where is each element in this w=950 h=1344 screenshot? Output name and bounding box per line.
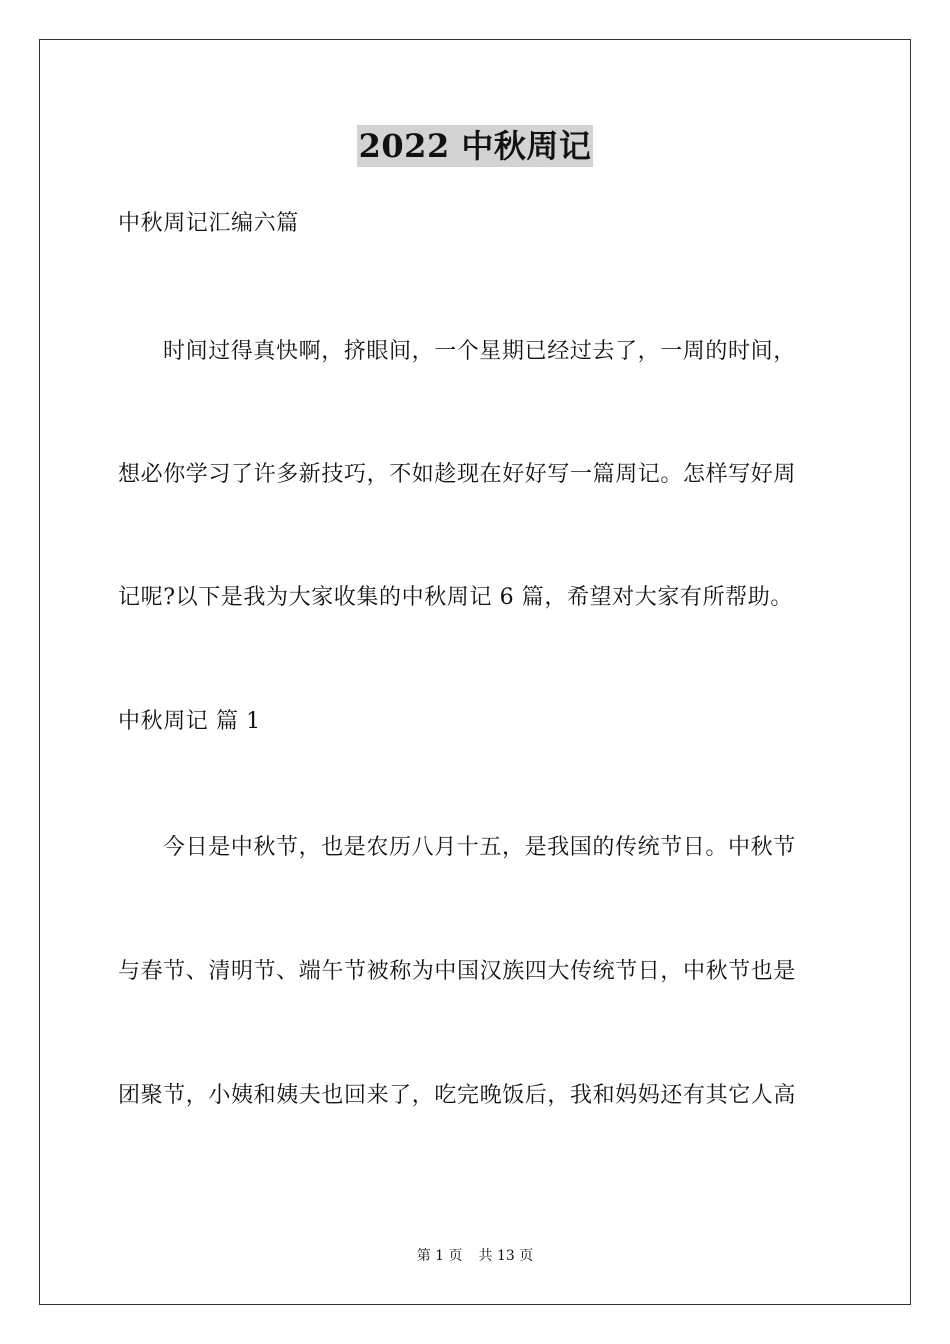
paragraph-line: 记呢?以下是我为大家收集的中秋周记 6 篇，希望对大家有所帮助。 xyxy=(118,585,793,610)
section-heading: 中秋周记 篇 1 xyxy=(118,709,261,734)
document-title: 2022 中秋周记 xyxy=(358,127,592,165)
paragraph-line: 团聚节，小姨和姨夫也回来了，吃完晚饭后，我和妈妈还有其它人高 xyxy=(118,1083,797,1108)
paragraph-line: 时间过得真快啊，挤眼间，一个星期已经过去了，一周的时间， xyxy=(163,339,796,364)
page-total: 共 13 页 xyxy=(478,1248,534,1264)
paragraph-line: 想必你学习了许多新技巧，不如趁现在好好写一篇周记。怎样写好周 xyxy=(118,462,797,487)
page-footer xyxy=(0,1246,950,1266)
paragraph-line: 与春节、清明节、端午节被称为中国汉族四大传统节日，中秋节也是 xyxy=(118,959,797,984)
page-number: 第 1 页 xyxy=(416,1248,463,1264)
document-subtitle: 中秋周记汇编六篇 xyxy=(118,211,299,236)
paragraph-line: 今日是中秋节，也是农历八月十五，是我国的传统节日。中秋节 xyxy=(163,835,796,860)
title-container xyxy=(0,125,950,167)
